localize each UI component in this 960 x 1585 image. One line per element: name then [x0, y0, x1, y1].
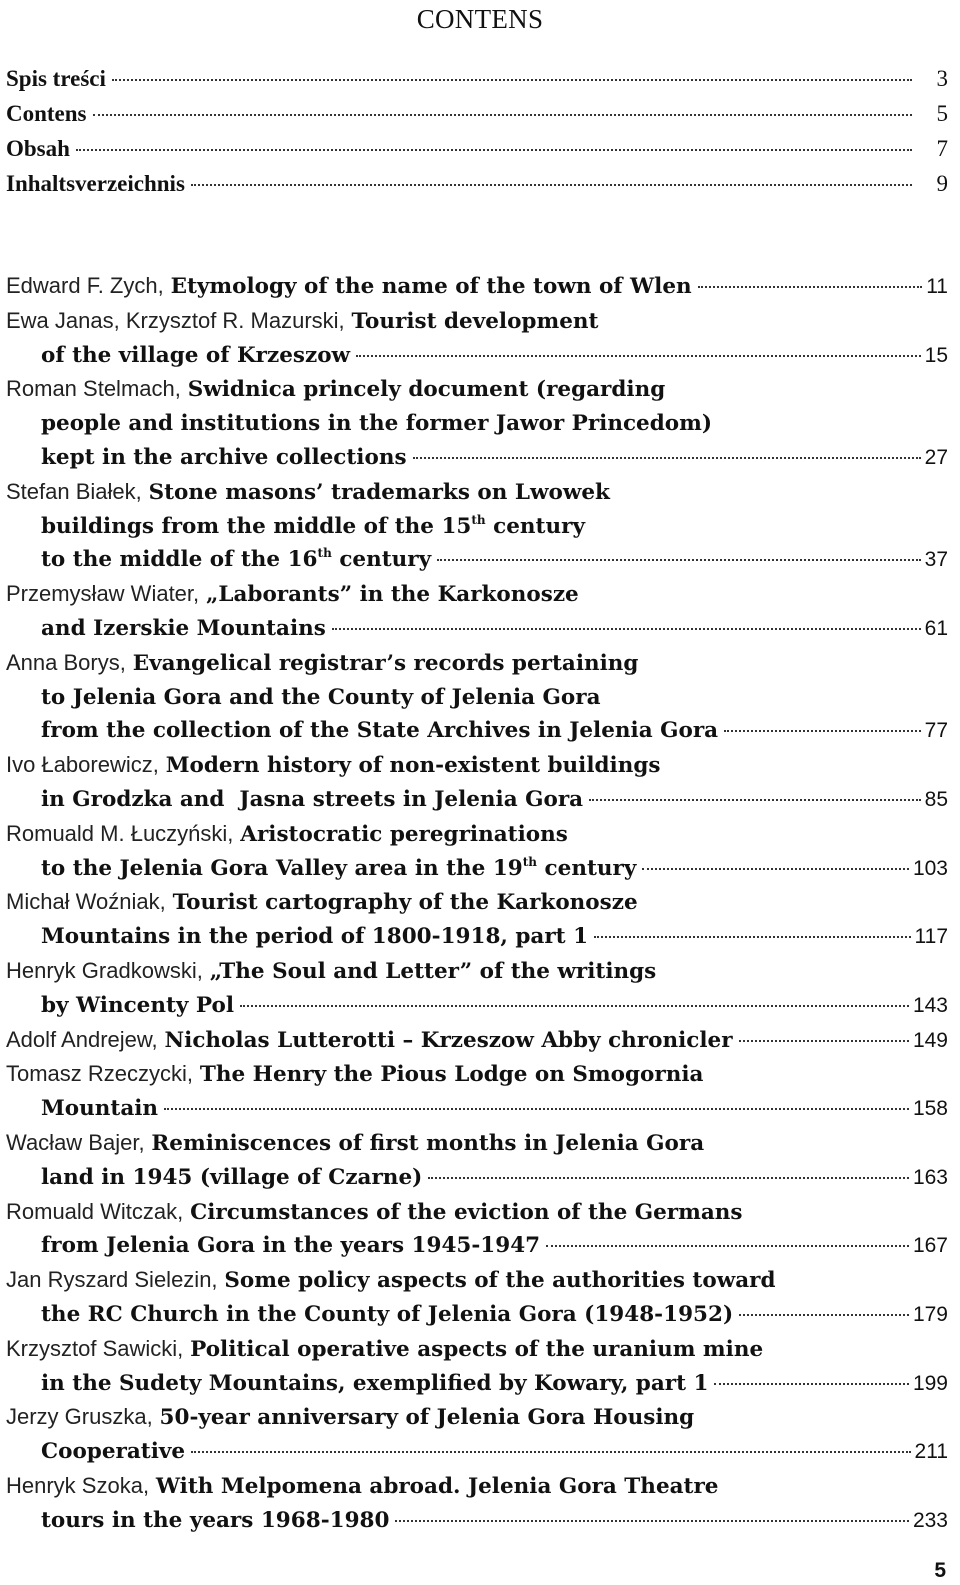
dot-leader — [724, 730, 921, 732]
entry-author: Ivo Łaborewicz, — [6, 752, 159, 778]
dot-leader — [395, 1520, 909, 1522]
entry-title-line: Evangelical registrar’s records pertaining — [132, 650, 639, 676]
entry-title-line: Stone masons’ trademarks on Lwowek — [148, 479, 610, 505]
entry-author: Stefan Białek, — [6, 478, 142, 504]
toc-entry[interactable] — [6, 1057, 948, 1126]
toc-page-number: 5 — [936, 101, 948, 126]
entry-page-number: 117 — [914, 925, 948, 949]
toc-page-number: 7 — [936, 136, 948, 161]
toc-entry[interactable] — [6, 1195, 948, 1264]
toc-language-row[interactable] — [6, 101, 948, 136]
entry-title-line: „The Soul and Letter” of the writings — [209, 958, 657, 984]
toc-page-number: 3 — [936, 66, 948, 91]
entry-page-number: 167 — [912, 1234, 948, 1258]
toc-language-row[interactable] — [6, 171, 948, 206]
dot-leader — [332, 628, 921, 630]
dot-leader — [642, 868, 909, 870]
entry-title-line: With Melpomena abroad. Jelenia Gora Theatre — [155, 1473, 719, 1499]
entry-page-number: 85 — [924, 787, 948, 811]
entry-author: Przemysław Wiater, — [6, 581, 200, 607]
entry-title-line: to Jelenia Gora and the County of Jelenia Gora — [41, 684, 601, 710]
toc-entry[interactable] — [6, 954, 948, 1023]
entry-title-line: „Laborants” in the Karkonosze — [206, 582, 579, 608]
toc-entry[interactable] — [6, 1400, 948, 1469]
entry-title-line: Nicholas Lutterotti – Krzeszow Abby chronicler — [164, 1027, 733, 1053]
entry-title-line: buildings from the middle of the 15 — [41, 513, 472, 539]
entry-title-line: The Henry the Pious Lodge on Smogornia — [199, 1062, 704, 1088]
entry-title-line: Aristocratic peregrinations — [240, 821, 568, 847]
dot-leader — [164, 1108, 909, 1110]
toc-entry[interactable] — [6, 885, 948, 954]
ordinal-suffix: th — [522, 854, 538, 869]
entry-title-line: 50-year anniversary of Jelenia Gora Housing — [159, 1405, 695, 1431]
dot-leader — [191, 1451, 910, 1453]
entry-title-line: in the Sudety Mountains, exemplified by Kowary, part 1 — [41, 1370, 709, 1396]
toc-entry[interactable] — [6, 577, 948, 646]
dot-leader — [356, 355, 921, 357]
article-contents-list — [6, 269, 948, 1537]
entry-title-line: to the middle of the 16 — [41, 547, 318, 573]
toc-language-label: Contens — [6, 101, 87, 126]
entry-page-number: 199 — [912, 1371, 948, 1395]
entry-title-line: Tourist development — [351, 308, 599, 334]
entry-title-line: from Jelenia Gora in the years 1945-1947 — [41, 1233, 541, 1259]
entry-title-word: century — [493, 513, 585, 539]
toc-entry[interactable] — [6, 1263, 948, 1332]
dot-leader — [413, 457, 921, 459]
toc-language-label: Spis treści — [6, 66, 106, 91]
entry-author: Roman Stelmach, — [6, 376, 181, 402]
dot-leader — [76, 149, 912, 151]
entry-title-line: in Grodzka and Jasna streets in Jelenia Gora — [41, 786, 584, 812]
entry-page-number: 37 — [924, 548, 948, 572]
entry-author: Tomasz Rzeczycki, — [6, 1061, 194, 1087]
entry-author: Krzysztof Sawicki, — [6, 1335, 184, 1361]
entry-title-line: Reminiscences of first months in Jelenia Gora — [151, 1130, 705, 1156]
entry-page-number: 11 — [926, 275, 948, 298]
toc-entry[interactable] — [6, 817, 948, 886]
toc-entry[interactable] — [6, 1332, 948, 1401]
entry-title-line: kept in the archive collections — [41, 444, 407, 470]
entry-author: Jan Ryszard Sielezin, — [6, 1267, 218, 1293]
toc-entry[interactable] — [6, 1023, 948, 1058]
entry-page-number: 233 — [912, 1508, 948, 1532]
entry-title-line: Mountains in the period of 1800-1918, part 1 — [41, 924, 589, 950]
entry-title-line: Political operative aspects of the uranium mine — [190, 1336, 764, 1362]
entry-page-number: 149 — [912, 1028, 948, 1052]
dot-leader — [428, 1177, 909, 1179]
toc-entry[interactable] — [6, 304, 948, 373]
entry-author: Romuald M. Łuczyński, — [6, 820, 234, 846]
entry-author: Henryk Gradkowski, — [6, 957, 203, 983]
toc-language-row[interactable] — [6, 66, 948, 101]
entry-page-number: 27 — [924, 445, 948, 469]
toc-entry[interactable] — [6, 1469, 948, 1538]
footer-page-number: 5 — [934, 1559, 946, 1582]
entry-title-line: Swidnica princely document (regarding — [187, 377, 666, 403]
entry-author: Romuald Witczak, — [6, 1198, 184, 1224]
dot-leader — [594, 936, 910, 938]
entry-title-line: Etymology of the name of the town of Wlen — [170, 274, 692, 299]
dot-leader — [191, 184, 912, 186]
page-title: CONTENS — [416, 4, 544, 34]
toc-language-label: Inhaltsverzeichnis — [6, 171, 185, 196]
entry-title-line: Some policy aspects of the authorities toward — [224, 1268, 776, 1294]
dot-leader — [739, 1040, 909, 1042]
entry-title-line: tours in the years 1968-1980 — [41, 1507, 390, 1533]
dot-leader — [240, 1005, 909, 1007]
entry-page-number: 15 — [924, 343, 948, 367]
entry-title-line: Circumstances of the eviction of the Germans — [190, 1199, 743, 1225]
entry-title-line: land in 1945 (village of Czarne) — [41, 1164, 423, 1190]
dot-leader — [437, 559, 921, 561]
entry-title-line: the RC Church in the County of Jelenia Gora (1948-1952) — [41, 1301, 734, 1327]
entry-author: Anna Borys, — [6, 649, 126, 675]
entry-page-number: 77 — [924, 719, 948, 743]
ordinal-suffix: th — [317, 546, 332, 561]
entry-title-line: and Izerskie Mountains — [41, 615, 326, 641]
dot-leader — [589, 799, 921, 801]
ordinal-suffix: th — [471, 512, 486, 527]
entry-title-word: century — [339, 547, 432, 573]
toc-entry[interactable] — [6, 269, 948, 304]
entry-page-number: 103 — [912, 856, 948, 880]
toc-language-row[interactable] — [6, 136, 948, 171]
dot-leader — [93, 114, 912, 116]
entry-author: Wacław Bajer, — [6, 1129, 145, 1155]
toc-page-number: 9 — [936, 171, 948, 196]
entry-author: Ewa Janas, Krzysztof R. Mazurski, — [6, 307, 345, 333]
entry-page-number: 143 — [912, 993, 948, 1017]
entry-title-line: Cooperative — [41, 1439, 186, 1465]
entry-title-line: by Wincenty Pol — [41, 992, 234, 1018]
entry-title-line: Tourist cartography of the Karkonosze — [172, 890, 638, 916]
toc-entry[interactable] — [6, 1126, 948, 1195]
toc-entry[interactable] — [6, 646, 948, 748]
entry-page-number: 158 — [912, 1097, 948, 1121]
entry-author: Edward F. Zych, — [6, 273, 164, 298]
entry-author: Michał Woźniak, — [6, 889, 166, 915]
entry-page-number: 163 — [912, 1165, 948, 1189]
entry-title-line: of the village of Krzeszow — [41, 342, 351, 368]
entry-page-number: 211 — [914, 1440, 948, 1464]
entry-title-line: Mountain — [41, 1096, 159, 1122]
entry-title-word: century — [544, 855, 637, 881]
toc-entry[interactable] — [6, 372, 948, 474]
entry-author: Adolf Andrejew, — [6, 1026, 158, 1052]
toc-language-label: Obsah — [6, 136, 70, 161]
dot-leader — [714, 1383, 908, 1385]
entry-title-line: from the collection of the State Archives in Jelenia Gora — [41, 718, 719, 744]
entry-title-line: to the Jelenia Gora Valley area in the 19 — [41, 855, 523, 881]
dot-leader — [546, 1245, 909, 1247]
entry-author: Henryk Szoka, — [6, 1472, 150, 1498]
entry-page-number: 61 — [924, 616, 948, 640]
dot-leader — [698, 286, 923, 288]
dot-leader — [112, 79, 912, 81]
language-contents-list — [6, 66, 948, 206]
entry-author: Jerzy Gruszka, — [6, 1404, 153, 1430]
entry-title-line: Modern history of non-existent buildings — [165, 753, 661, 779]
entry-title-line: people and institutions in the former Jawor Princedom) — [41, 411, 713, 437]
toc-entry[interactable] — [6, 748, 948, 817]
entry-page-number: 179 — [912, 1302, 948, 1326]
dot-leader — [739, 1314, 909, 1316]
toc-entry[interactable] — [6, 475, 948, 577]
